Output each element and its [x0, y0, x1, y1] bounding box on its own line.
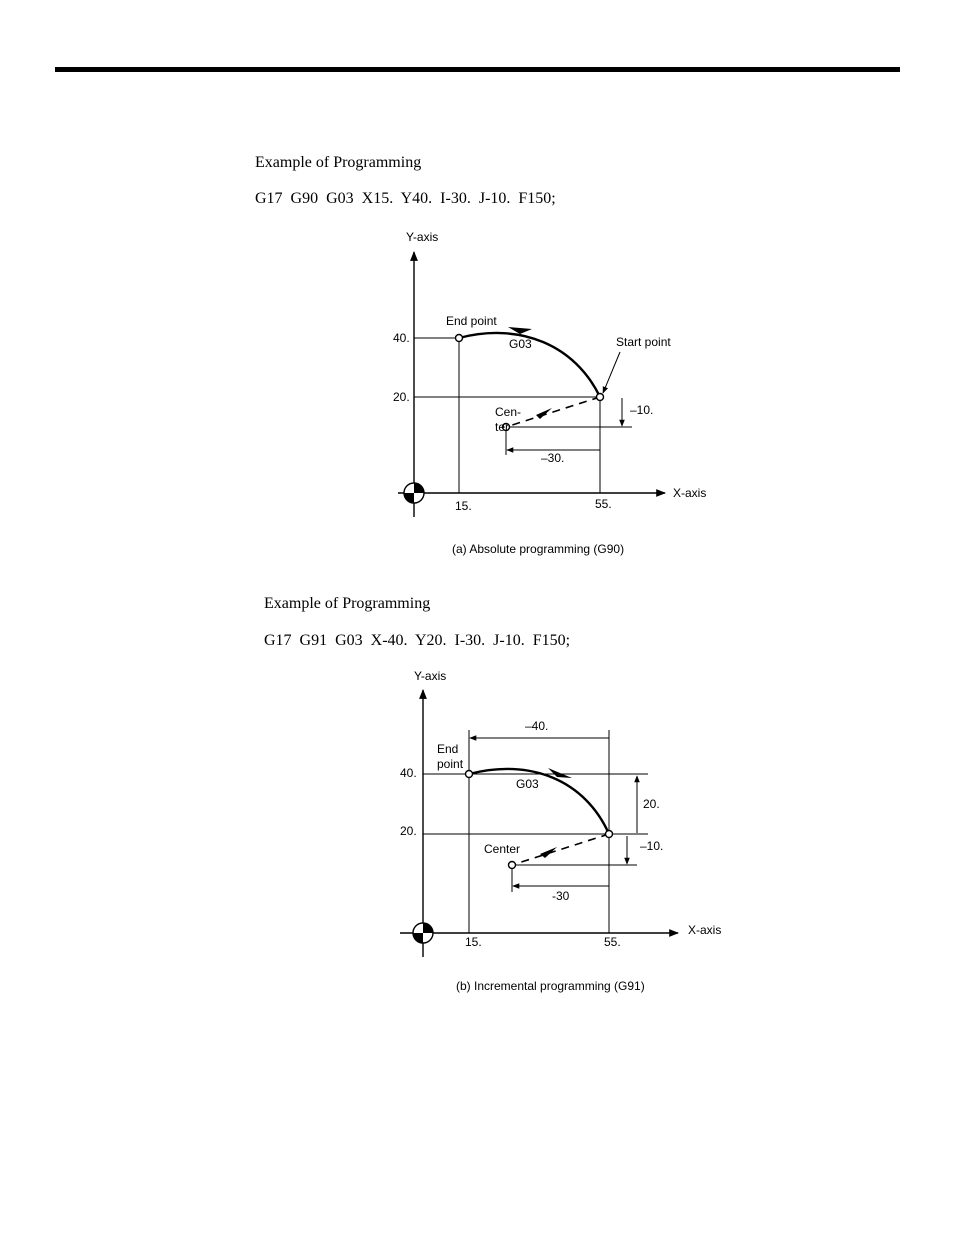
- start-point-marker: [606, 831, 613, 838]
- arc-label: G03: [516, 777, 539, 791]
- y-tick-40: 40.: [393, 331, 410, 345]
- end-point-label: End point: [446, 314, 497, 328]
- x-axis-label: X-axis: [673, 486, 707, 500]
- center-label-line2: ter: [495, 420, 510, 434]
- dim-i-label: -30: [552, 889, 570, 903]
- radius-arrow: [540, 847, 557, 858]
- arc-label: G03: [509, 337, 532, 351]
- arc-path: [469, 769, 609, 834]
- y-axis-label: Y-axis: [414, 669, 447, 683]
- dim-y-label: 20.: [643, 797, 660, 811]
- end-point-marker: [466, 771, 473, 778]
- y-axis-label: Y-axis: [406, 230, 439, 244]
- example-heading-b: Example of Programming: [264, 595, 431, 612]
- end-point-label-line2: point: [437, 757, 464, 771]
- center-label: Center: [484, 842, 521, 856]
- program-code-a: G17 G90 G03 X15. Y40. I-30. J-10. F150;: [255, 190, 556, 207]
- figure-caption-b: (b) Incremental programming (G91): [456, 979, 645, 993]
- end-point-label-line1: End: [437, 742, 459, 756]
- x-tick-55: 55.: [604, 935, 621, 949]
- x-tick-15: 15.: [455, 499, 472, 513]
- dim-j-label: –10.: [640, 839, 664, 853]
- dim-j-label: –10.: [630, 403, 654, 417]
- x-tick-55: 55.: [595, 497, 612, 511]
- origin-icon: [413, 923, 433, 943]
- x-tick-15: 15.: [465, 935, 482, 949]
- start-point-label: Start point: [616, 335, 671, 349]
- radius-line: [512, 834, 609, 865]
- center-point-marker: [509, 862, 516, 869]
- y-tick-20: 20.: [400, 824, 417, 838]
- figure-caption-a: (a) Absolute programming (G90): [452, 542, 625, 556]
- center-label-line1: Cen-: [495, 405, 522, 419]
- y-tick-40: 40.: [400, 766, 417, 780]
- program-code-b: G17 G91 G03 X-40. Y20. I-30. J-10. F150;: [264, 632, 571, 649]
- y-tick-20: 20.: [393, 390, 410, 404]
- dim-x-label: –40.: [525, 719, 549, 733]
- dim-i-label: –30.: [541, 451, 565, 465]
- x-axis-label: X-axis: [688, 923, 722, 937]
- example-heading-a: Example of Programming: [255, 154, 422, 171]
